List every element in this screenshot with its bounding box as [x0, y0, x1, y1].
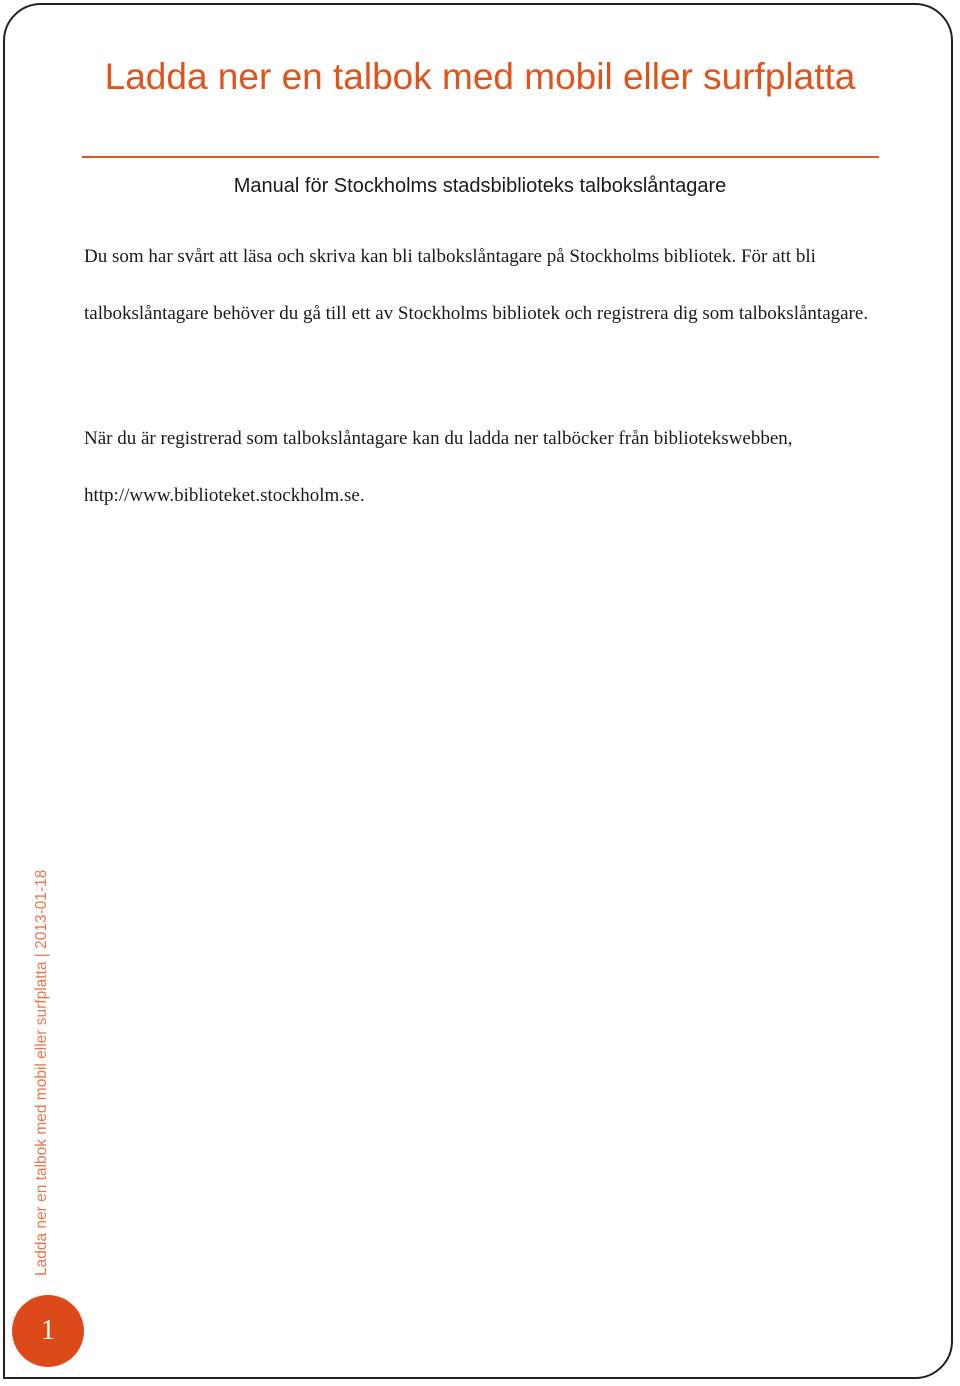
page-frame	[3, 3, 953, 1379]
footer-side-text: Ladda ner en talbok med mobil eller surfplatta | 2013-01-18	[33, 869, 50, 1276]
page-number-badge	[12, 1295, 84, 1367]
document-subtitle: Manual för Stockholms stadsbiblioteks talbokslåntagare	[233, 175, 727, 197]
title-divider	[82, 156, 879, 158]
page-number: 1	[41, 1315, 55, 1346]
body-paragraph-2: När du är registrerad som talbokslåntagare kan du ladda ner talböcker från bibliotekswebben, http://www.biblioteket.stockholm.se.	[84, 428, 793, 506]
body-paragraph-1: Du som har svårt att läsa och skriva kan bli talbokslåntagare på Stockholms bibliotek. För att bli talbokslåntagare behöver du gå till ett av Stockholms bibliotek och registrera dig som talbokslåntagare.	[84, 246, 869, 324]
document-title: Ladda ner en talbok med mobil eller surfplatta	[104, 56, 856, 97]
